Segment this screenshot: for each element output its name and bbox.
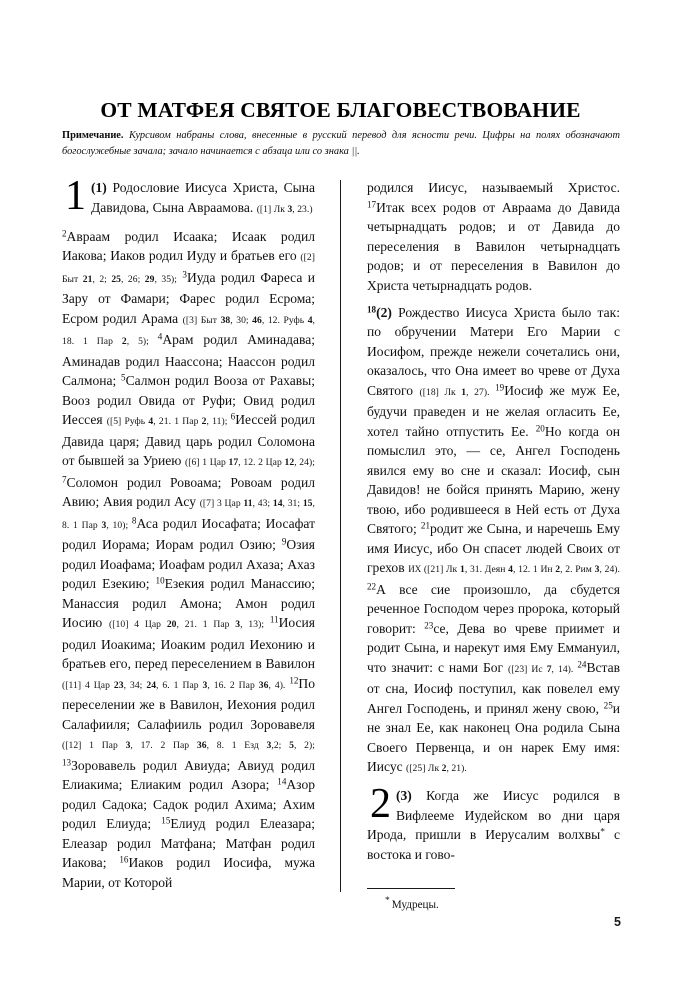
cross-reference: ([25] Лк 2, 21).	[406, 763, 467, 774]
verse-number: 15	[161, 815, 171, 826]
zachalo-marker: (2)	[376, 304, 392, 320]
verse-text: Озия родил Иоафама; Иоафам родил Ахаза; Ахаз родил Езекию;	[62, 537, 315, 591]
verse-text: Когда же Иисус родился в Вифлееме Иудейском во дни царя Ирода, пришли в Иерусалим волхвы	[367, 788, 620, 842]
chapter-2-dropcap: 2	[370, 781, 391, 827]
verse-text: Зоровавель родил Авиуда; Авиуд родил Елиакима; Елиаким родил Азора;	[62, 757, 315, 792]
two-column-body	[62, 173, 621, 900]
cross-reference: ([12] 1 Пар 3, 17. 2 Пар 36, 8. 1 Езд 3,2; 5, 2);	[62, 740, 315, 751]
verse-number: 23	[424, 619, 434, 630]
verse-text: Иаков родил Иосифа, мужа Марии, от Которой	[62, 855, 315, 890]
footnote-mark: *	[385, 896, 390, 907]
verse-number: 10	[155, 575, 165, 586]
cross-reference: ([10] 4 Цар 20, 21. 1 Пар 3, 13);	[109, 619, 270, 630]
cross-reference: ([2] Быт 21, 2; 25, 26; 29, 35);	[62, 252, 315, 285]
verse-number: 16	[119, 854, 129, 865]
footnote-text: Мудрецы.	[391, 899, 439, 912]
verse-number: 24	[577, 658, 587, 669]
verse-number: 13	[62, 756, 72, 767]
footnote-reference-mark: *	[600, 827, 605, 838]
verse-number: 5	[121, 372, 126, 383]
verse-number: 12	[289, 674, 299, 685]
verse-number: 4	[157, 331, 163, 342]
cross-reference: ([6] 1 Цар 17, 12. 2 Цар 12, 24);	[184, 457, 315, 468]
verse-number: 17	[367, 198, 377, 209]
footnote-area	[367, 888, 620, 913]
chapter-1-dropcap: 1	[65, 173, 86, 219]
verse-text: Салмон родил Вооза от Рахавы; Вооз родил Овида от Руфи; Овид родил Иессея	[62, 373, 316, 427]
cross-reference: ([23] Ис 7, 14).	[507, 663, 578, 675]
verse-number: 9	[281, 536, 287, 547]
verse-number: 25	[603, 699, 613, 710]
verse-paragraph	[367, 178, 620, 295]
note-label: Примечание.	[62, 130, 124, 141]
verse-paragraph	[367, 303, 620, 779]
footnote-entry	[367, 898, 620, 913]
verse-text: Итак всех родов от Авраама до Давида четырнадцать родов; и от Давида до переселения в Вавилон четырнадцать родов; и от переселения в Вавилон до Христа четырнадцать родов.	[367, 199, 620, 293]
cross-reference: ([1] Лк 3, 23.)	[256, 203, 313, 215]
verse-text: родит же Сына, и наречешь Ему имя Иисус, ибо Он спасет людей Своих от грехов	[367, 521, 620, 575]
verse-text: Аса родил Иосафата; Иосафат родил Иорама; Иорам родил Озию;	[62, 515, 316, 552]
left-text-column	[62, 173, 316, 900]
verse-text: Соломон родил Ровоама; Ровоам родил Авию; Авия родил Асу	[62, 474, 315, 509]
cross-reference: ([11] 4 Цар 23, 34; 24, 6. 1 Пар 3, 16. 2 Пар 36, 4).	[62, 679, 290, 691]
cross-reference: ([18] Лк 1, 27).	[419, 386, 496, 398]
footnote-separator-rule	[367, 888, 455, 889]
verse-text: Родословие Иисуса Христа, Сына Давидова, Сына Авраамова.	[91, 180, 315, 215]
note-body: Курсивом набраны слова, внесенные в русский перевод для ясности речи. Цифры на полях обозначают богослужебные зачала; зачало начинается с абзаца или со знака ||.	[62, 130, 620, 158]
column-divider-rule	[340, 180, 341, 892]
verse-text: Встав от сна, Иосиф поступил, как повелел ему Ангел Господень, и принял жену свою,	[367, 659, 620, 716]
verse-text: Иуда родил Фареса и Зару от Фамари; Фарес родил Есрома; Есром родил Арама	[62, 269, 315, 326]
verse-text: Елиуд родил Елеазара; Елеазар родил Матфана; Матфан родил Иакова;	[62, 816, 315, 870]
verse-number: 2	[62, 227, 67, 238]
verse-number: 20	[535, 422, 545, 433]
page-title: ОТ МАТФЕЯ СВЯТОЕ БЛАГОВЕСТВОВАНИЕ	[100, 98, 581, 123]
verse-text: Авраам родил Исаака; Исаак родил Иакова; Иаков родил Иуду и братьев его	[62, 228, 315, 263]
zachalo-marker: (3)	[396, 788, 412, 803]
zachalo-marker: (1)	[91, 180, 107, 195]
verse-text: Иессей родил Давида царя; Давид царь родил Соломона от бывшей за Уриею	[62, 412, 315, 468]
verse-text: Но когда он помыслил это, — се, Ангел Господень явился ему во сне и сказал: Иосиф, сын Давидов! не бойся принять Марию, жену твою, ибо родившееся в Ней есть от Духа Святого;	[367, 423, 620, 536]
verse-text: Езекия родил Манассию; Манассия родил Амона; Амон родил Иосию	[62, 576, 316, 630]
verse-number: 6	[230, 411, 236, 422]
verse-number: 18	[367, 303, 377, 314]
verse-number: 8	[131, 514, 137, 525]
cross-reference: ([21] Лк 1, 31. Деян 4, 12. 1 Ин 2, 2. Рим 3, 24).	[421, 564, 620, 575]
verse-text: А все сие произошло, да сбудется реченное Господом через пророка, который говорит:	[367, 581, 620, 636]
verse-text: се, Дева во чреве приимет и родит Сына, и нарекут имя Ему Еммануил, что значит: с нами Бог	[367, 620, 620, 675]
verse-text: Рождество Иисуса Христа было так: по обручении Матери Его Марии с Иосифом, прежде нежели сочетались они, оказалось, что Она имеет во чреве от Духа Святого	[367, 304, 620, 398]
verse-number: 7	[62, 473, 67, 484]
verse-text: с востока и гово-	[367, 827, 620, 862]
verse-text: Арам родил Аминадава; Аминадав родил Наассона; Наассон родил Салмона;	[62, 332, 316, 388]
verse-text: и не знал Ее, как наконец Она родила Сына Своего Первенца, и он нарек Ему имя: Иисус	[367, 700, 620, 774]
page-number: 5	[614, 915, 621, 929]
cross-reference: ([3] Быт 38, 30; 46, 12. Руфь 4, 18. 1 Пар 2, 5);	[62, 314, 315, 347]
verse-text: По переселении же в Вавилон, Иехония родил Салафииля; Салафииль родил Зоровавеля	[62, 675, 315, 732]
right-text-column	[367, 178, 620, 900]
cross-reference: ([5] Руфь 4, 21. 1 Пар 2, 11);	[106, 416, 231, 427]
verse-text: Иосия родил Иоакима; Иоаким родил Иехонию и братьев его, перед переселением в Вавилон	[62, 615, 315, 671]
verse-number: 3	[182, 268, 187, 279]
verse-number: 11	[269, 614, 279, 625]
verse-text: Азор родил Садока; Садок родил Ахима; Ахим родил Елиуда;	[62, 777, 315, 831]
verse-number: 14	[277, 776, 287, 787]
verse-number: 21	[420, 520, 431, 531]
verse-number: 22	[367, 580, 377, 591]
verse-paragraph	[62, 227, 315, 893]
verse-text: родился Иисус, называемый Христос.	[367, 180, 620, 195]
verse-number: 19	[495, 381, 505, 392]
cross-reference: ([7] 3 Цар 11, 43; 14, 31; 15, 8. 1 Пар 3, 10);	[62, 498, 315, 531]
verse-paragraph	[367, 781, 620, 864]
verse-paragraph	[62, 173, 315, 219]
translator-note	[62, 128, 620, 161]
small-caps-word: их	[408, 561, 422, 575]
verse-text: Иосиф же муж Ее, будучи праведен и не желая огласить Ее, хотел тайно отпустить Ее.	[367, 382, 621, 439]
